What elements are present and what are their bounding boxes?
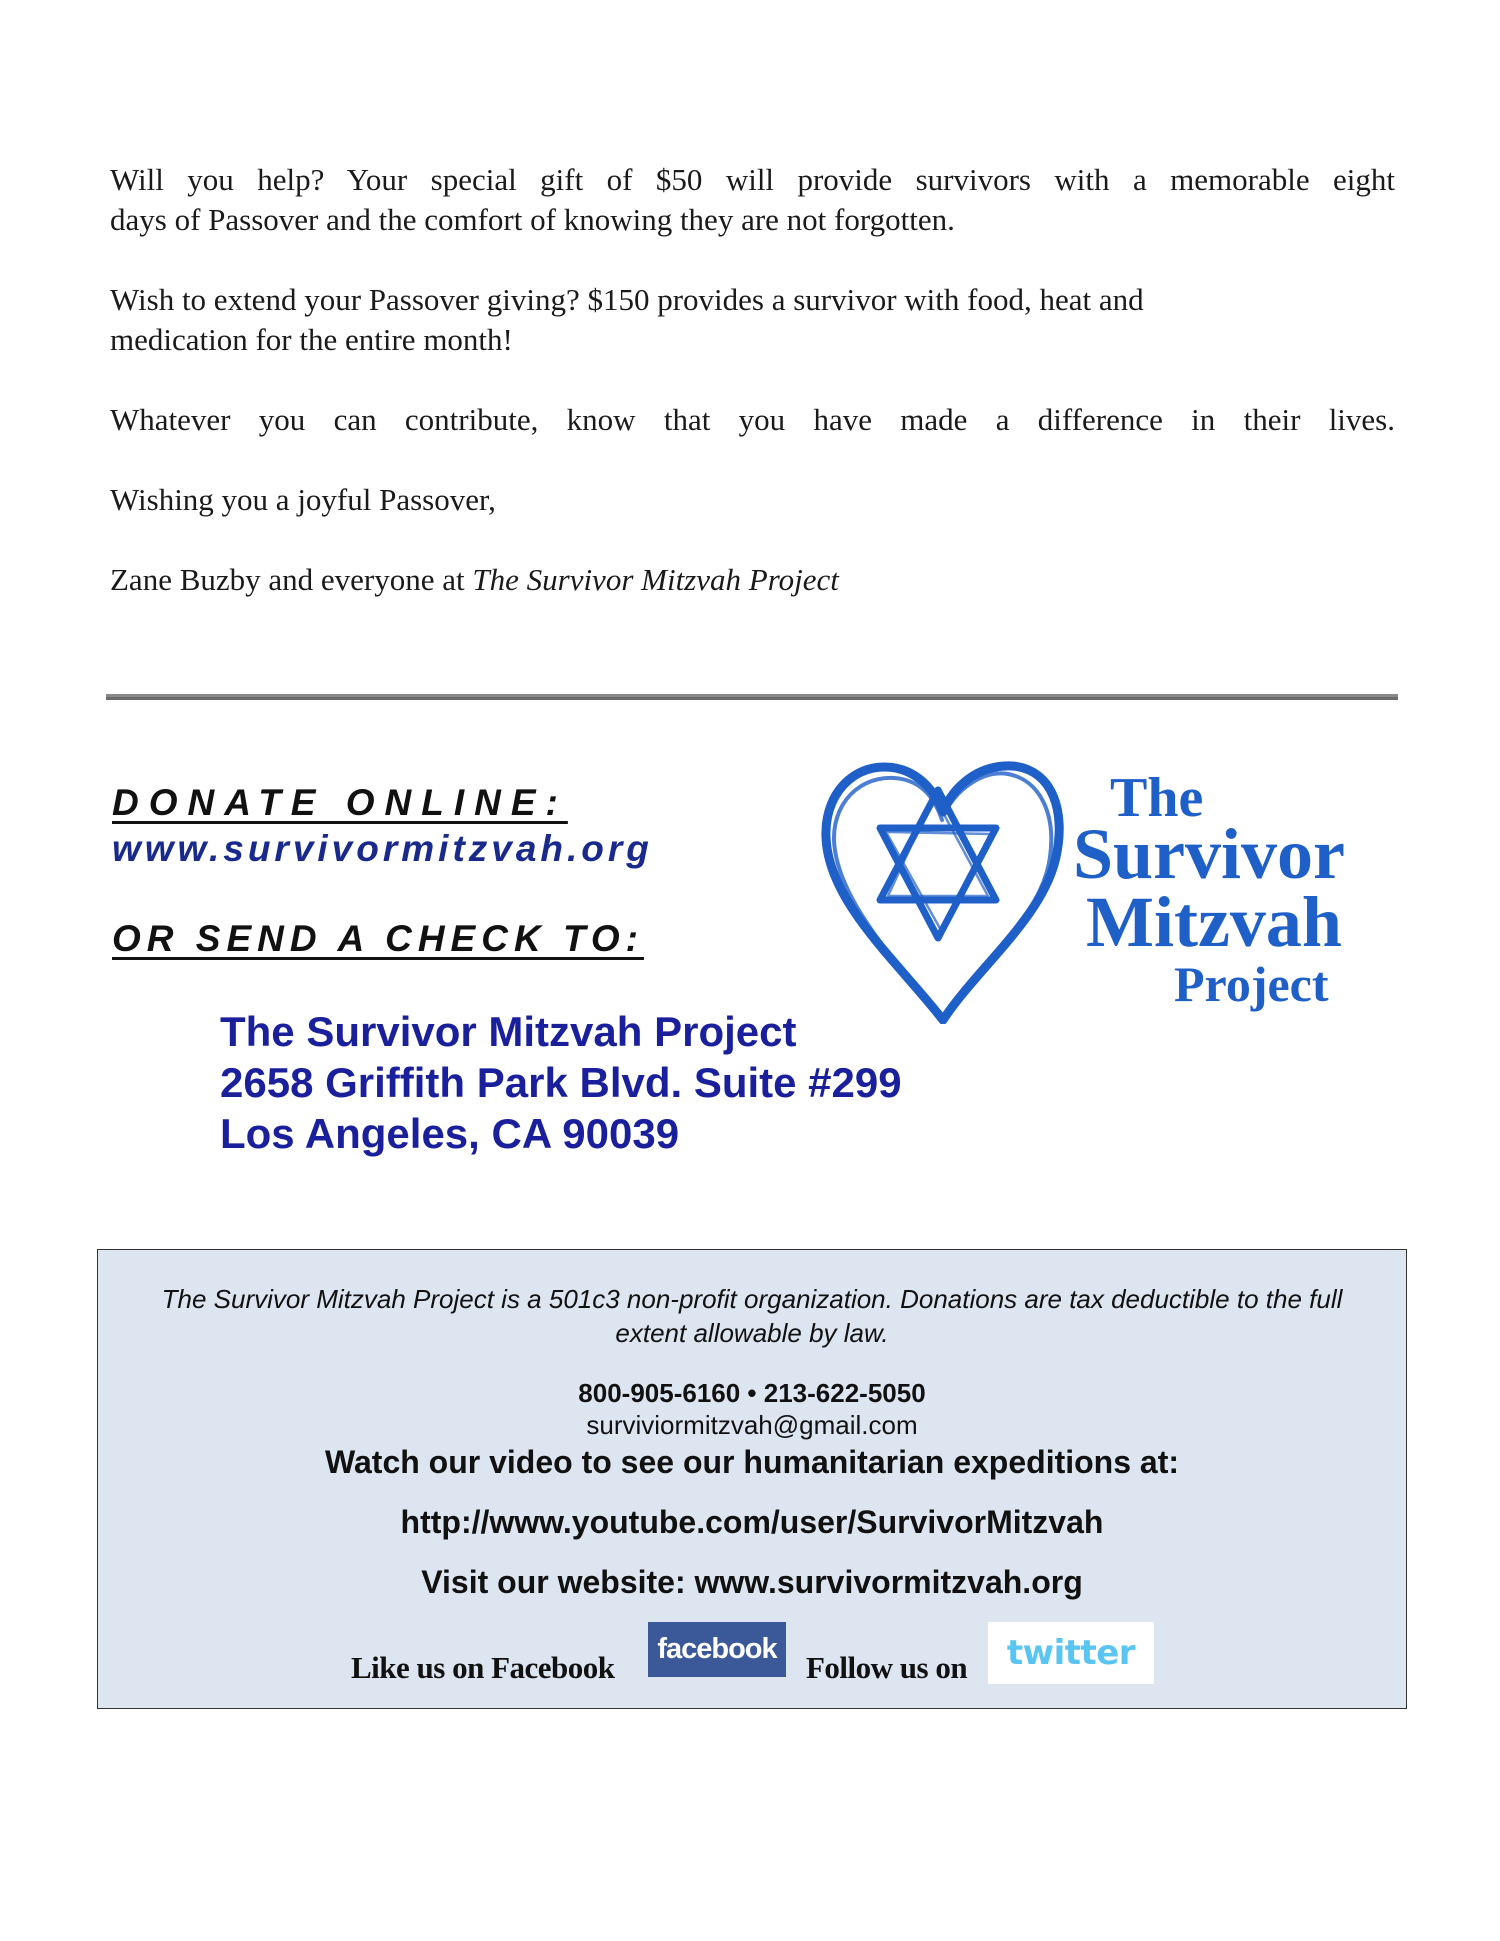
letter-body [110,160,1395,640]
paragraph-extend-line2: medication for the entire month! [110,322,513,357]
address-name: The Survivor Mitzvah Project [220,1008,797,1055]
signature-org: The Survivor Mitzvah Project [472,562,839,597]
youtube-link[interactable]: http://www.youtube.com/user/SurvivorMitzvah [400,1504,1104,1540]
logo-line-mitzvah: Mitzvah [1086,882,1342,962]
section-divider [106,694,1398,700]
paragraph-contribute: Whatever you can contribute, know that you have made a difference in their lives. [110,402,1395,437]
paragraph-extend-line1: Wish to extend your Passover giving? $150 provides a survivor with food, heat and [110,282,1144,317]
paragraph-gift-line1: Will you help? Your special gift of $50 will provide survivors with a memorable eight [110,162,1395,197]
website-line[interactable]: Visit our website: www.survivormitzvah.org [421,1564,1083,1600]
twitter-icon[interactable]: twitter [988,1622,1154,1684]
survivor-mitzvah-logo [818,752,1358,1024]
phone-numbers: 800-905-6160 • 213-622-5050 [578,1378,926,1408]
facebook-label: Like us on Facebook [351,1650,615,1685]
address-street: 2658 Griffith Park Blvd. Suite #299 [220,1059,902,1106]
mailing-address [220,1006,902,1159]
video-invitation: Watch our video to see our humanitarian expeditions at: [324,1444,1180,1480]
closing-line: Wishing you a joyful Passover, [110,482,496,517]
logo-line-the: The [1110,767,1204,829]
donate-online-heading: DONATE ONLINE: [112,782,568,823]
nonprofit-disclaimer: The Survivor Mitzvah Project is a 501c3 non-profit organization. Donations are tax deductible to the full extent allowable by law. [161,1284,1343,1348]
logo-line-project: Project [1174,956,1329,1012]
twitter-label: Follow us on [806,1650,968,1685]
donate-online-link[interactable]: www.survivormitzvah.org [112,828,653,869]
heart-star-of-david-icon [818,752,1068,1024]
logo-line-survivor: Survivor [1073,814,1346,894]
paragraph-gift [110,160,1395,240]
signature-line [110,560,1395,600]
paragraph-extend [110,280,1395,360]
paragraph-gift-line2: days of Passover and the comfort of knowing they are not forgotten. [110,202,955,237]
send-check-heading: OR SEND A CHECK TO: [112,918,644,959]
signature-name: Zane Buzby and everyone at [110,562,473,597]
facebook-icon[interactable]: facebook [648,1622,786,1677]
email-address[interactable]: surviviormitzvah@gmail.com [586,1410,918,1440]
contact-info-box [97,1249,1407,1709]
address-city: Los Angeles, CA 90039 [220,1110,680,1157]
